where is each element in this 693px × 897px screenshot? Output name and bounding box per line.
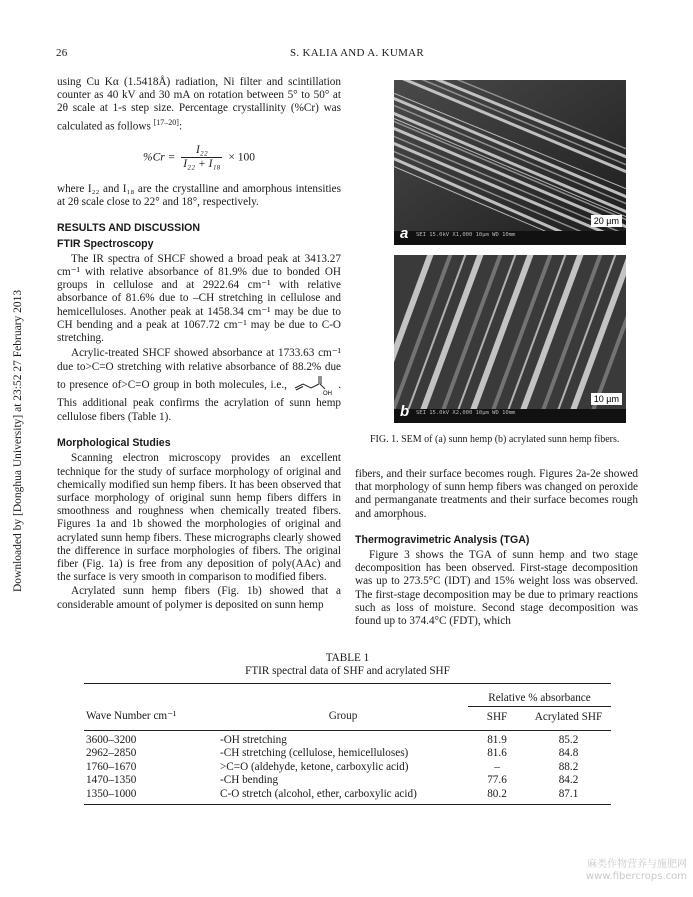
heading-tga: Thermogravimetric Analysis (TGA) — [355, 533, 530, 546]
cell-shf: – — [494, 760, 500, 773]
paragraph-where: where I₂₂ and I₁₈ are the crystalline and amorphous intensities at 2θ scale close to 22° and 18°, respectively. — [57, 182, 341, 209]
page-number: 26 — [56, 47, 68, 59]
left-column — [57, 76, 341, 613]
cell-ashf: 84.2 — [558, 774, 579, 787]
structure-oh-label: OH — [322, 391, 332, 397]
cell-group: -OH stretching — [220, 734, 287, 746]
formula-denominator: I₂₂ + I₁₈ — [183, 157, 221, 170]
table-body — [84, 734, 611, 801]
figure-caption: FIG. 1. SEM of (a) sunn hemp (b) acrylated sunn hemp fibers. — [370, 434, 620, 445]
cell-wave: 1470–1350 — [86, 774, 137, 787]
cell-ashf: 87.1 — [558, 787, 579, 800]
paragraph-morphology: Scanning electron microscopy provides an excellent technique for the study of surface morphology of original and chemically modified sun hemp fibers. It has been observed that surface morphology of original sunn hemp fibers differs in smoothness and roughness when chemically treated fibers. Figures 1a and 1b showed the morphologies of original and acrylated sunn hemp fibers. These micrographs clearly showed the difference in surface morphologies of fibers. The original fiber (Fig. 1a) is free from any deposition of poly(AAc) and the surface is very smooth in comparison to modified fibers. — [57, 452, 341, 584]
cell-ashf: 88.2 — [558, 760, 579, 773]
paragraph-acrylic: Acrylic-treated SHCF showed absorbance at 1733.63 cm⁻¹ due to>C=O stretching with relative absorbance of 88.2% due to presence of>C=O group in both molecules, i.e., OH . This additional peak confirms the acrylation of sunn hemp cellulose fibers (Table 1). — [57, 347, 342, 424]
cell-wave: 1350–1000 — [86, 787, 137, 800]
heading-results: RESULTS AND DISCUSSION — [57, 222, 201, 235]
col-header-ashf: Acrylated SHF — [534, 710, 603, 723]
sem-image-a — [394, 80, 626, 245]
right-column — [355, 468, 638, 629]
cell-wave: 1760–1670 — [86, 760, 137, 773]
col-header-wave: Wave Number cm⁻¹ — [86, 710, 177, 723]
download-note: Downloaded by [Donghua University] at 23:52 27 February 2013 — [12, 289, 24, 592]
cell-ashf: 85.2 — [558, 734, 579, 746]
paragraph-acrylated: Acrylated sunn hemp fibers (Fig. 1b) showed that a considerable amount of polymer is deposited on sunn hemp — [57, 585, 341, 611]
table-row — [84, 734, 611, 747]
sem-a-info: SEI 15.0kV X1,000 10µm WD 10mm — [394, 231, 626, 245]
table-mid-rule — [84, 730, 611, 731]
table-bottom-rule — [84, 804, 611, 805]
table-title: FTIR spectral data of SHF and acrylated SHF — [245, 665, 450, 677]
watermark — [586, 859, 687, 883]
table-row — [84, 761, 611, 774]
sem-a-scale: 20 µm — [591, 215, 622, 227]
table-group-header: Relative % absorbance — [468, 684, 611, 706]
formula-rhs: × 100 — [228, 150, 255, 163]
table-number: TABLE 1 — [325, 652, 370, 664]
sem-b-label: b — [400, 403, 410, 420]
heading-morphology: Morphological Studies — [57, 437, 171, 450]
cell-wave: 2962–2850 — [86, 747, 137, 760]
heading-ftir: FTIR Spectroscopy — [57, 237, 154, 250]
table-row — [84, 747, 611, 760]
table-row — [84, 788, 611, 801]
cell-group: -CH bending — [220, 774, 279, 787]
cell-group: C-O stretch (alcohol, ether, carboxylic acid) — [220, 787, 417, 800]
cell-shf: 80.2 — [487, 787, 507, 800]
cell-ashf: 84.8 — [558, 747, 579, 760]
col-header-group: Group — [328, 710, 358, 723]
cell-shf: 77.6 — [487, 774, 507, 787]
table-1 — [84, 652, 611, 805]
cell-wave: 3600–3200 — [86, 734, 137, 746]
paragraph-ftir: The IR spectra of SHCF showed a broad peak at 3413.27 cm⁻¹ with relative absorbance of 81.9% due to bonded OH groups in cellulose and at 2922.64 cm⁻¹ with relative absorbance of 81.6% due to –CH stretching in cellulose and hemicelluloses. Another peak at 1458.34 cm⁻¹ may be due to CH bending and a peak at 1067.72 cm⁻¹ may be due to C-O stretching. — [57, 252, 341, 344]
sem-image-b — [394, 255, 626, 423]
running-title: S. KALIA AND A. KUMAR — [290, 47, 425, 59]
formula-numerator: I₂₂ — [181, 144, 222, 158]
table-row — [84, 774, 611, 787]
cell-group: -CH stretching (cellulose, hemicelluloses) — [220, 747, 409, 760]
paragraph-tga: Figure 3 shows the TGA of sunn hemp and two stage decomposition has been observed. First-stage decomposition was up to 273.5°C (IDT) and 15% weight loss was observed. The first-stage decomposition may be due to primary reactions such as loss of moisture. Second stage decomposition was found up to 374.4°C (FDT), which — [355, 549, 638, 628]
cell-shf: 81.9 — [487, 734, 507, 746]
col-header-shf: SHF — [486, 710, 508, 723]
sem-b-scale: 10 µm — [591, 393, 622, 405]
cell-group: >C=O (aldehyde, ketone, carboxylic acid) — [220, 760, 409, 773]
paragraph-xrd: using Cu Kα (1.5418Å) radiation, Ni filter and scintillation counter as 40 kV and 30 mA on rotation between 5° to 50° at 2θ scale at 1-s step size. Percentage crystallinity (%Cr) was calculated as follows [17–20]: — [57, 76, 341, 133]
watermark-line1: 麻类作物营养与施肥网 — [587, 859, 687, 870]
formula-lhs: %Cr = — [143, 150, 176, 163]
cell-shf: 81.6 — [487, 747, 507, 760]
watermark-line2: www.fibercrops.com — [585, 871, 687, 882]
sem-a-label: a — [400, 225, 409, 242]
crystallinity-formula — [57, 144, 341, 171]
formula-fraction — [181, 144, 222, 171]
table-grid — [84, 684, 611, 728]
sem-b-info: SEI 15.0kV X2,000 10µm WD 10mm — [394, 409, 626, 423]
paragraph-fibers-rough: fibers, and their surface becomes rough. Figures 2a-2e showed that morphology of sunn hemp fibers was changed on peroxide and permanganate treatments and their surface becomes rough and amorphous. — [355, 468, 638, 520]
acrylic-acid-structure-icon — [293, 374, 333, 396]
citation: [17–20] — [153, 117, 179, 127]
